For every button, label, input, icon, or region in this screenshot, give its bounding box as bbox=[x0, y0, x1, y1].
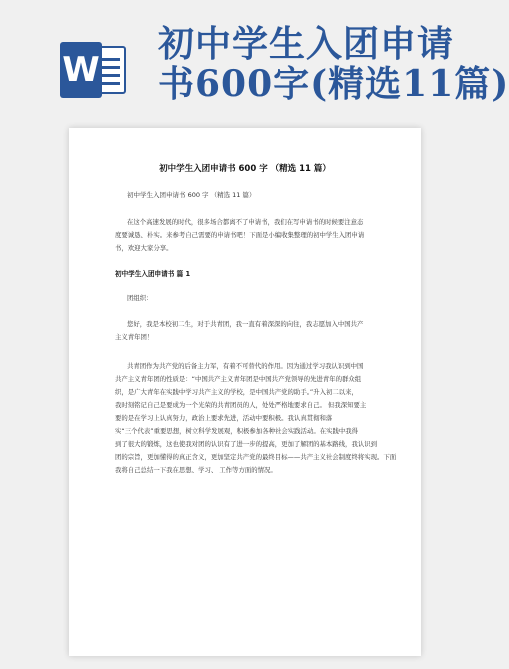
document-heading: 初中学生入团申请书 600 字 （精选 11 篇） bbox=[159, 164, 331, 174]
text-line: 在这个高速发展的时代，很多场合都离不了申请书，我们在写申请书的时候要注意态 bbox=[127, 218, 364, 226]
text-line: 您好，我是本校初二生，对于共青团，我一直有着深深的向往，我志愿加入中国共产 bbox=[127, 320, 364, 328]
text-line: 共产主义青年团的性质是：“中国共产主义青年团是中国共产党领导的先进青年的群众组 bbox=[115, 375, 362, 383]
text-line: 团的宗旨，更加懂得的真正含义，更加坚定共产党的最终目标——共产主义社会制度终将实现。下面 bbox=[115, 453, 397, 461]
text-line: 实“三个代表”重要思想，树立科学发展观，积极参加各种社会实践活动。在实践中我得 bbox=[115, 427, 359, 435]
text-line: 要的是在学习上认真努力，政治上要求先进，活动中要积极。我认真贯彻和落 bbox=[115, 414, 333, 422]
salutation: 团组织： bbox=[127, 294, 153, 302]
title-banner bbox=[0, 0, 509, 112]
section-title: 初中学生入团申请书 篇 1 bbox=[115, 270, 191, 278]
text-line: 我时刻铭记自己是要成为一个光荣的共青团员的人，处处严格地要求自己。 但我深知要主 bbox=[115, 401, 367, 409]
text-line: 书，欢迎大家分享。 bbox=[115, 244, 173, 252]
paragraph-2 bbox=[115, 360, 397, 477]
text-line: 我将自己总结一下我在思想、学习、 工作等方面的情况。 bbox=[115, 466, 277, 474]
paragraph-1 bbox=[115, 318, 385, 344]
banner-title-line-1: 初中学生入团申请 bbox=[158, 23, 455, 65]
text-line: 共青团作为共产党的后备主力军，有着不可替代的作用。因为通过学习我认识到中国 bbox=[127, 362, 364, 370]
text-line: 织，是广大青年在实践中学习共产主义的学校，是中国共产党的助手。”升入初二以来， bbox=[115, 388, 358, 396]
word-icon-letter: W bbox=[60, 42, 102, 98]
intro-paragraph bbox=[115, 216, 385, 255]
document-page-preview bbox=[69, 128, 421, 656]
text-line: 度要诚恳、朴实。来参考自己需要的申请书吧！下面是小编收集整理的初中学生入团申请 bbox=[115, 231, 365, 239]
banner-title-line-2: 书600字(精选11篇) bbox=[158, 63, 509, 105]
text-line: 到了很大的锻炼，这也使我对团的认识有了进一步的提高，更加了解团的基本路线，我认识到 bbox=[115, 440, 378, 448]
word-document-icon bbox=[60, 42, 130, 98]
text-line: 主义青年团！ bbox=[115, 333, 154, 341]
document-subheading: 初中学生入团申请书 600 字 （精选 11 篇） bbox=[127, 191, 256, 199]
banner-title bbox=[158, 23, 509, 105]
